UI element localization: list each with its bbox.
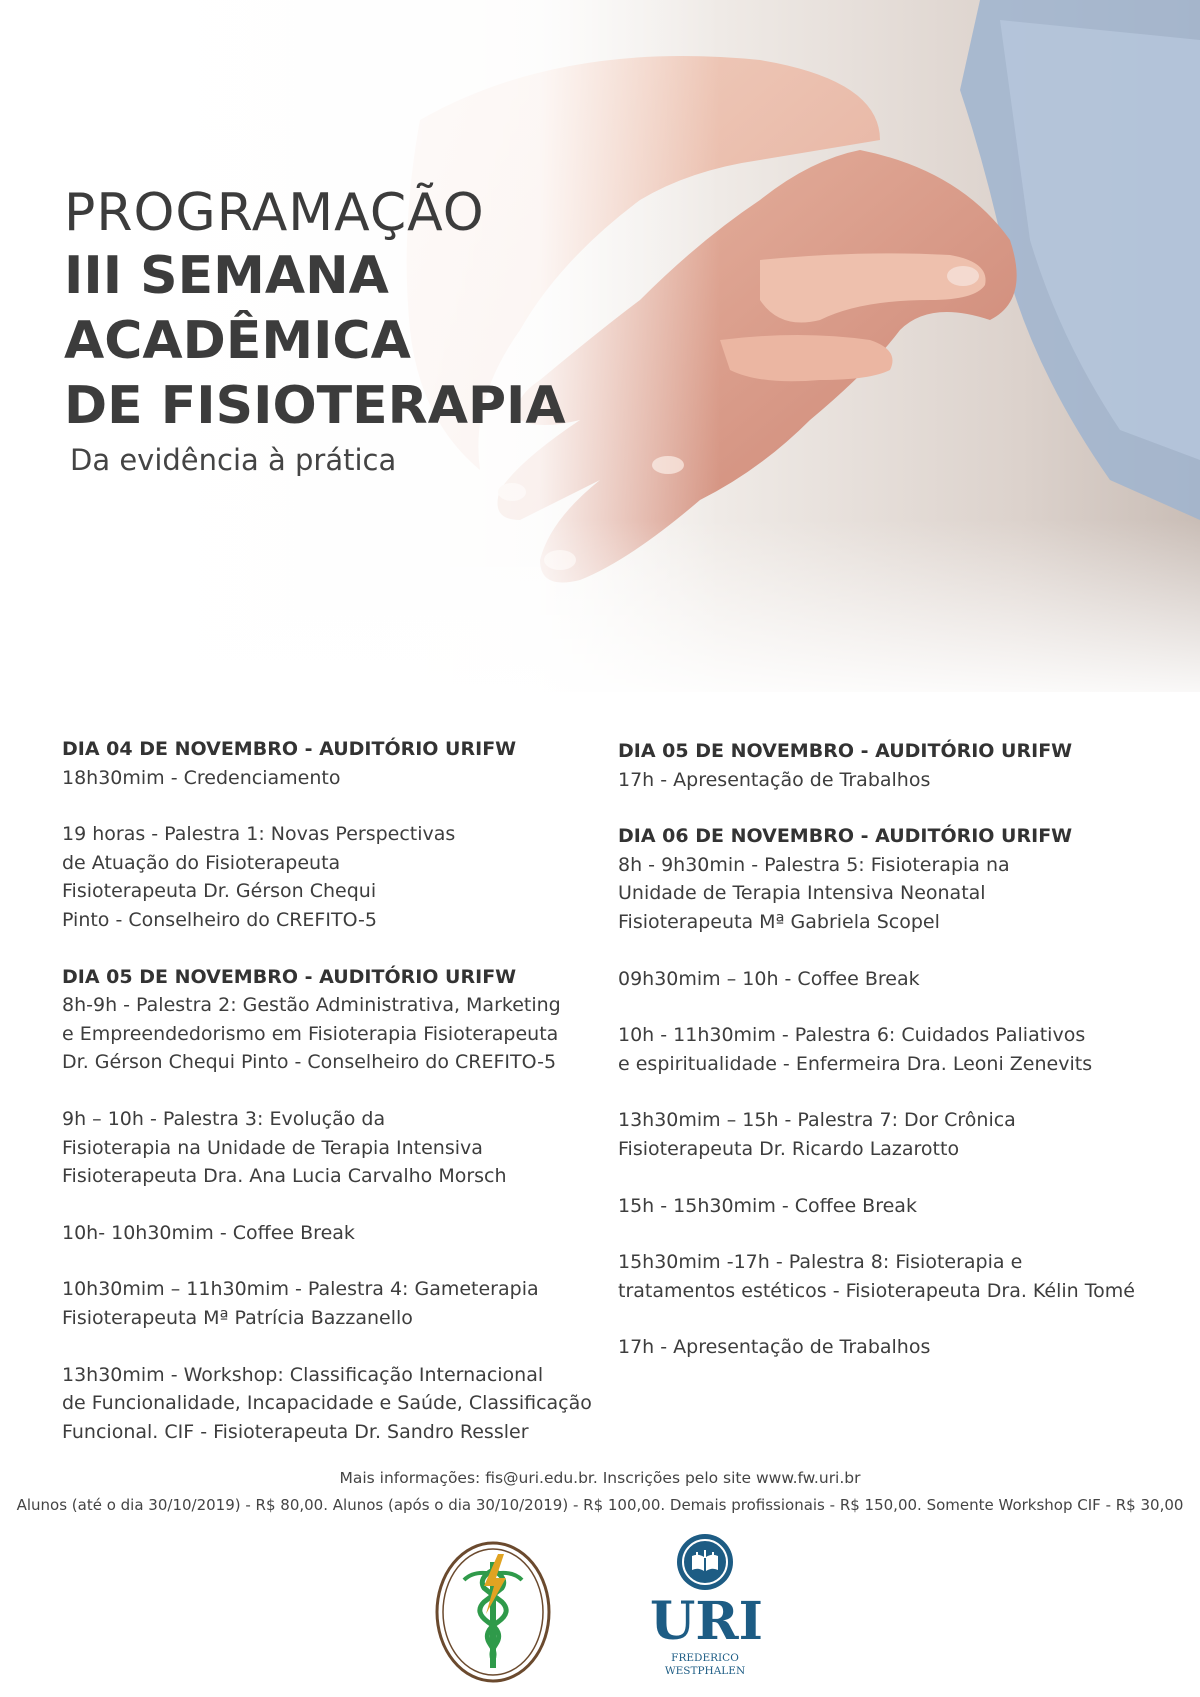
- schedule-line: 10h - 11h30mim - Palestra 6: Cuidados Paliativos: [618, 1024, 1086, 1047]
- day-heading: DIA 04 DE NOVEMBRO - AUDITÓRIO URIFW: [62, 738, 517, 760]
- schedule-item: [618, 1248, 1178, 1305]
- title-fisioterapia: DE FISIOTERAPIA: [64, 376, 566, 436]
- title-block: [64, 182, 566, 477]
- footer-prices: Alunos (até o dia 30/10/2019) - R$ 80,00. Alunos (após o dia 30/10/2019) - R$ 100,00. Demais profissionais - R$ 150,00. Somente Workshop CIF - R$ 30,00: [16, 1496, 1184, 1514]
- day-heading: DIA 05 DE NOVEMBRO - AUDITÓRIO URIFW: [62, 965, 517, 988]
- schedule-line: 15h - 15h30mim - Coffee Break: [618, 1194, 917, 1217]
- schedule-item: [618, 851, 1178, 937]
- uri-campus-line: WESTPHALEN: [664, 1665, 746, 1677]
- schedule-line: 17h - Apresentação de Trabalhos: [618, 1336, 931, 1359]
- physiotherapy-seal-logo: [434, 1540, 552, 1684]
- uri-wordmark: URI: [650, 1591, 763, 1652]
- schedule-line: 15h30mim -17h - Palestra 8: Fisioterapia e: [618, 1251, 1023, 1274]
- schedule-item: [62, 820, 622, 934]
- schedule-line: Funcional. CIF - Fisioterapeuta Dr. Sandro Ressler: [62, 1420, 529, 1443]
- schedule-line: tratamentos estéticos - Fisioterapeuta Dra. Kélin Tomé: [618, 1279, 1135, 1302]
- footer-info: Mais informações: fis@uri.edu.br. Inscrições pelo site www.fw.uri.br: [339, 1469, 861, 1487]
- uri-campus-name: [640, 1652, 770, 1678]
- uri-campus-line: FREDERICO: [671, 1652, 739, 1664]
- day-heading: DIA 06 DE NOVEMBRO - AUDITÓRIO URIFW: [618, 825, 1073, 848]
- title-academica: ACADÊMICA: [64, 311, 411, 371]
- schedule-line: 13h30mim - Workshop: Classificação Internacional: [62, 1363, 544, 1386]
- subtitle: Da evidência à prática: [70, 443, 397, 477]
- schedule-item: [62, 1275, 622, 1332]
- schedule-line: Pinto - Conselheiro do CREFITO-5: [62, 908, 378, 931]
- schedule-item: [618, 766, 1178, 795]
- schedule-line: Fisioterapia na Unidade de Terapia Intensiva: [62, 1136, 483, 1159]
- schedule-line: 09h30mim – 10h - Coffee Break: [618, 967, 920, 990]
- schedule-right-column: [618, 737, 1178, 1390]
- schedule-line: de Atuação do Fisioterapeuta: [62, 851, 341, 874]
- day-heading: DIA 05 DE NOVEMBRO - AUDITÓRIO URIFW: [618, 740, 1073, 762]
- schedule-line: e Empreendedorismo em Fisioterapia Fisioterapeuta: [62, 1022, 559, 1045]
- schedule-item: [62, 764, 622, 793]
- schedule-line: 10h30mim – 11h30mim - Palestra 4: Gameterapia: [62, 1278, 539, 1301]
- schedule-line: 13h30mim – 15h - Palestra 7: Dor Crônica: [618, 1109, 1016, 1132]
- schedule-line: 9h – 10h - Palestra 3: Evolução da: [62, 1107, 386, 1130]
- schedule-item: [62, 1105, 622, 1191]
- title-semana: III SEMANA: [64, 246, 389, 306]
- schedule-line: Dr. Gérson Chequi Pinto - Conselheiro do CREFITO-5: [62, 1051, 557, 1074]
- schedule-item: [618, 1106, 1178, 1163]
- schedule-item: [618, 965, 1178, 994]
- uri-book-emblem-icon: [650, 1530, 760, 1594]
- schedule-line: de Funcionalidade, Incapacidade e Saúde, Classificação: [62, 1392, 592, 1415]
- caduceus-seal-icon: [434, 1540, 552, 1684]
- schedule-line: 17h - Apresentação de Trabalhos: [618, 768, 931, 791]
- schedule-item: [62, 1219, 622, 1248]
- schedule-item: [62, 991, 622, 1077]
- schedule-line: Fisioterapeuta Dra. Ana Lucia Carvalho Morsch: [62, 1165, 507, 1188]
- schedule-left-column: [62, 735, 622, 1474]
- schedule-line: Unidade de Terapia Intensiva Neonatal: [618, 882, 986, 905]
- schedule-line: 10h- 10h30mim - Coffee Break: [62, 1221, 355, 1244]
- schedule-line: e espiritualidade - Enfermeira Dra. Leoni Zenevits: [618, 1052, 1093, 1075]
- schedule-line: Fisioterapeuta Dr. Ricardo Lazarotto: [618, 1137, 960, 1160]
- schedule-line: 18h30mim - Credenciamento: [62, 766, 341, 789]
- schedule-item: [618, 1021, 1178, 1078]
- schedule-line: 8h - 9h30min - Palestra 5: Fisioterapia na: [618, 853, 1010, 876]
- schedule-item: [618, 1333, 1178, 1362]
- schedule-line: 19 horas - Palestra 1: Novas Perspectivas: [62, 823, 456, 846]
- schedule-line: Fisioterapeuta Dr. Gérson Chequi: [62, 880, 377, 903]
- schedule-item: [618, 1192, 1178, 1221]
- schedule-line: 8h-9h - Palestra 2: Gestão Administrativa, Marketing: [62, 994, 561, 1017]
- schedule-item: [62, 1361, 622, 1447]
- title-programacao: PROGRAMAÇÃO: [64, 183, 485, 243]
- schedule-line: Fisioterapeuta Mª Patrícia Bazzanello: [62, 1306, 413, 1329]
- schedule-line: Fisioterapeuta Mª Gabriela Scopel: [618, 910, 940, 933]
